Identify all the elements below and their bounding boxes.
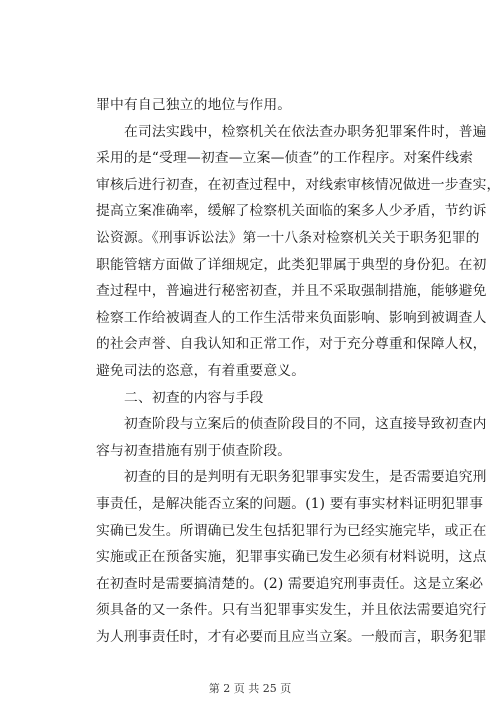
text-line: 容与初查措施有别于侦查阶段。 — [96, 442, 292, 459]
text-line: 提高立案准确率，缓解了检察机关面临的案多人少矛盾，节约诉 — [96, 203, 487, 220]
text-line: 采用的是“受理—初查—立案—侦查”的工作程序。对案件线索 — [96, 150, 474, 167]
text-line: 实确已发生。所谓确已发生包括犯罪行为已经实施完毕，或正在 — [96, 522, 487, 539]
section-heading: 二、初查的内容与手段 — [124, 389, 264, 406]
page-number-footer: 第 2 页 共 25 页 — [208, 682, 292, 695]
text-line: 查过程中，普遍进行秘密初查，并且不采取强制措施，能够避免 — [96, 283, 487, 300]
text-line: 讼资源。《刑事诉讼法》第一十八条对检察机关关于职务犯罪的 — [96, 229, 480, 246]
paragraph-start-line: 初查的目的是判明有无职务犯罪事实发生，是否需要追究刑 — [124, 469, 487, 486]
text-line: 审核后进行初查，在初查过程中，对线索审核情况做进一步查实， — [96, 176, 500, 193]
text-line: 事责任，是解决能否立案的问题。(1) 要有事实材料证明犯罪事 — [96, 495, 484, 512]
text-line: 避免司法的恣意，有着重要意义。 — [96, 362, 306, 379]
text-line: 须具备的又一条件。只有当犯罪事实发生，并且依法需要追究行 — [96, 602, 487, 619]
text-line: 为人刑事责任时，才有必要而且应当立案。一般而言，职务犯罪 — [96, 628, 487, 645]
text-line: 职能管辖方面做了详细规定，此类犯罪属于典型的身份犯。在初 — [96, 256, 487, 273]
paragraph-start-line: 在司法实践中，检察机关在依法查办职务犯罪案件时，普遍 — [124, 123, 487, 140]
text-line: 罪中有自己独立的地位与作用。 — [96, 97, 292, 113]
text-line: 在初查时是需要搞清楚的。(2) 需要追究刑事责任。这是立案必 — [96, 575, 484, 592]
body-text — [96, 92, 500, 650]
text-line: 的社会声誉、自我认知和正常工作，对于充分尊重和保障人权， — [96, 336, 487, 353]
text-line: 检察工作给被调查人的工作生活带来负面影响、影响到被调查人 — [96, 309, 487, 326]
paragraph-start-line: 初查阶段与立案后的侦查阶段目的不同，这直接导致初查内 — [124, 416, 487, 433]
text-line: 实施或正在预备实施，犯罪事实确已发生必须有材料说明，这点 — [96, 549, 487, 566]
